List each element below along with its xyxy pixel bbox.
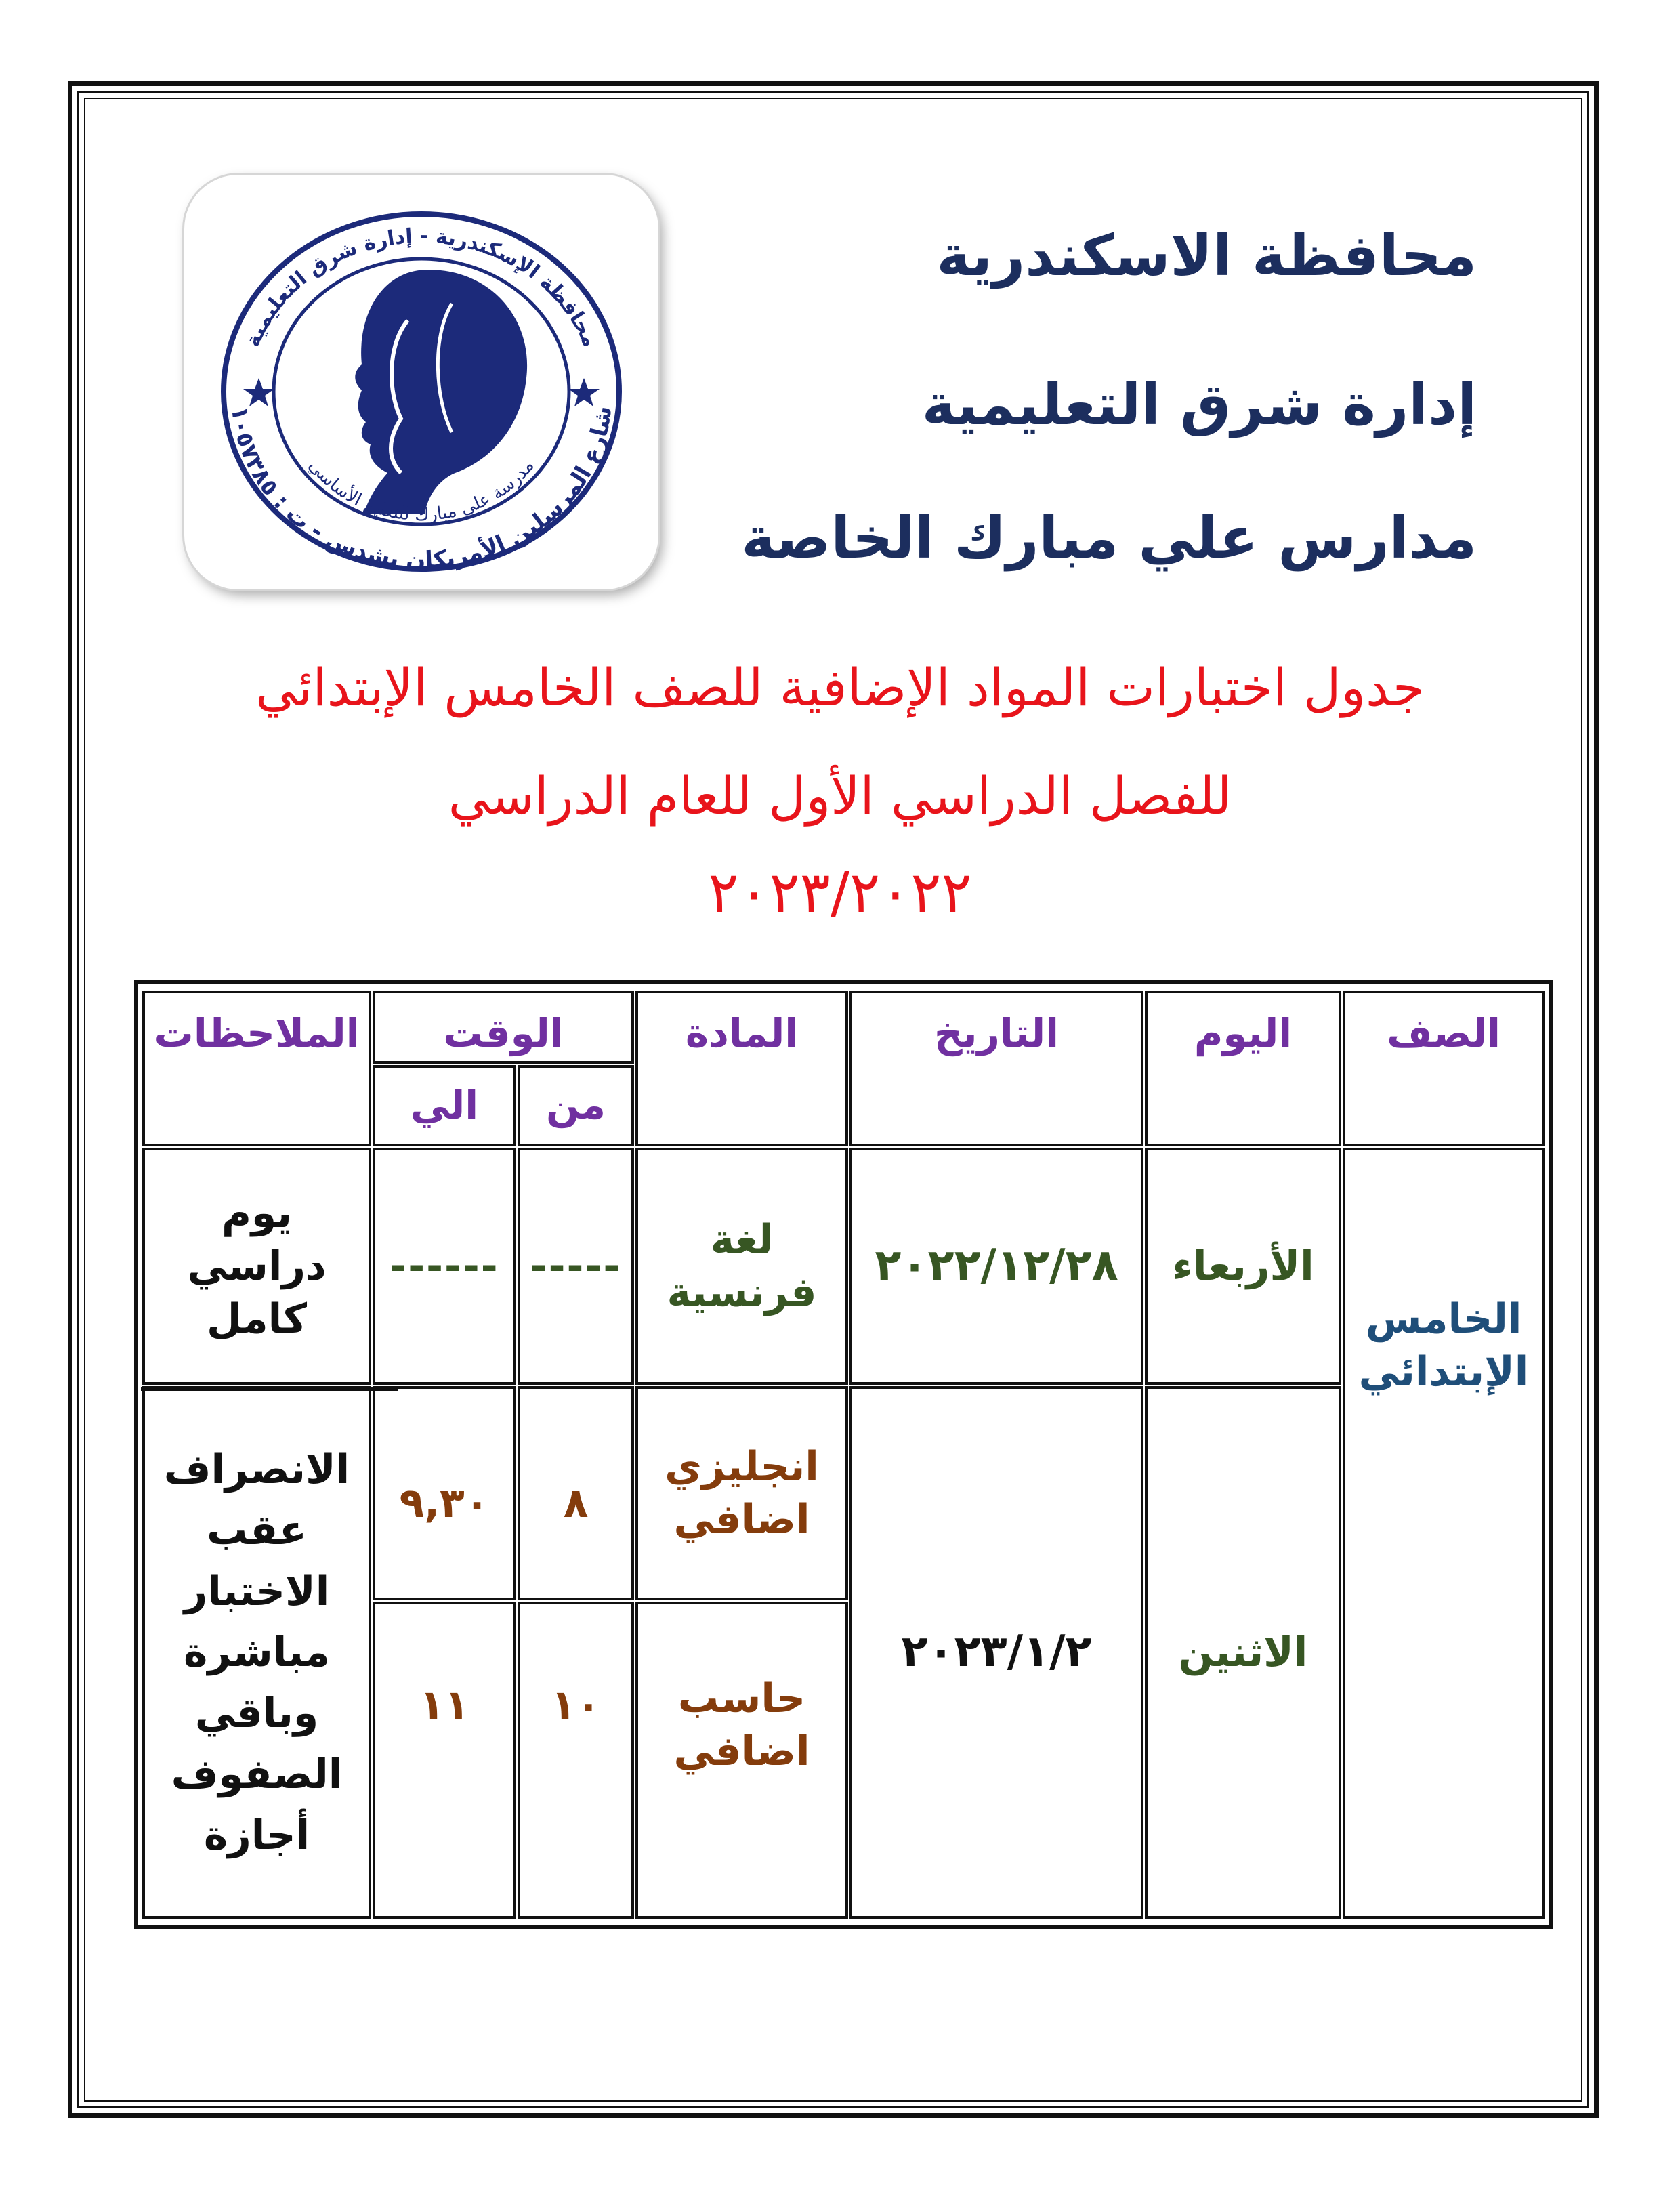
header-time: الوقت (373, 991, 634, 1064)
subject-computer-extra: حاسب اضافي (635, 1602, 848, 1919)
header-time-to: الي (373, 1065, 516, 1146)
grade-cell: الخامس الإبتدائي (1343, 1148, 1545, 1919)
day-monday: الاثنين (1145, 1386, 1341, 1919)
logo-ring-text-bottom: شارع المرسلين الأمريكان بشدس - ت : ١٠٥٧٣٨٥ (226, 404, 618, 575)
logo-ring-text-inner: مدرسة علي مبارك للتعليم الأساسي (304, 455, 539, 526)
header-time-from: من (518, 1065, 634, 1146)
academic-year: ٢٠٢٣/٢٠٢٢ (708, 859, 972, 925)
date-wednesday: ٢٠٢٢/١٢/٢٨ (849, 1148, 1143, 1385)
header-day: اليوم (1145, 991, 1341, 1146)
logo-ring-text-top: محافظة الإسكندرية - إدارة شرق التعليمية (240, 224, 602, 351)
time-from-french: ----- (518, 1148, 634, 1385)
school-seal-logo (184, 175, 658, 589)
schedule-subtitle: للفصل الدراسي الأول للعام الدراسي (448, 766, 1232, 826)
header-subject: المادة (635, 991, 848, 1146)
subject-french: لغة فرنسية (635, 1148, 848, 1385)
notes-monday: الانصراف عقب الاختبار مباشرة وباقي الصفوف أجازة (142, 1386, 371, 1919)
governorate-heading: محافظة الاسكندرية (936, 222, 1477, 289)
day-wednesday: الأربعاء (1145, 1148, 1341, 1385)
time-from-computer: ١٠ (518, 1602, 634, 1919)
header-notes: الملاحظات (142, 991, 371, 1146)
header-grade: الصف (1343, 991, 1545, 1146)
subject-english-extra: انجليزي اضافي (635, 1386, 848, 1600)
header-date: التاريخ (849, 991, 1143, 1146)
school-name-heading: مدارس علي مبارك الخاصة (741, 505, 1477, 571)
time-to-english: ٩,٣٠ (373, 1386, 516, 1600)
schedule-title: جدول اختبارات المواد الإضافية للصف الخامس الإبتدائي (255, 657, 1425, 717)
notes-row-divider (141, 1387, 398, 1391)
time-to-computer: ١١ (373, 1602, 516, 1919)
time-from-english: ٨ (518, 1386, 634, 1600)
notes-wednesday: يوم دراسي كامل (142, 1148, 371, 1385)
date-monday: ٢٠٢٣/١/٢ (849, 1386, 1143, 1919)
administration-heading: إدارة شرق التعليمية (921, 371, 1477, 438)
time-to-french: ------ (373, 1148, 516, 1385)
